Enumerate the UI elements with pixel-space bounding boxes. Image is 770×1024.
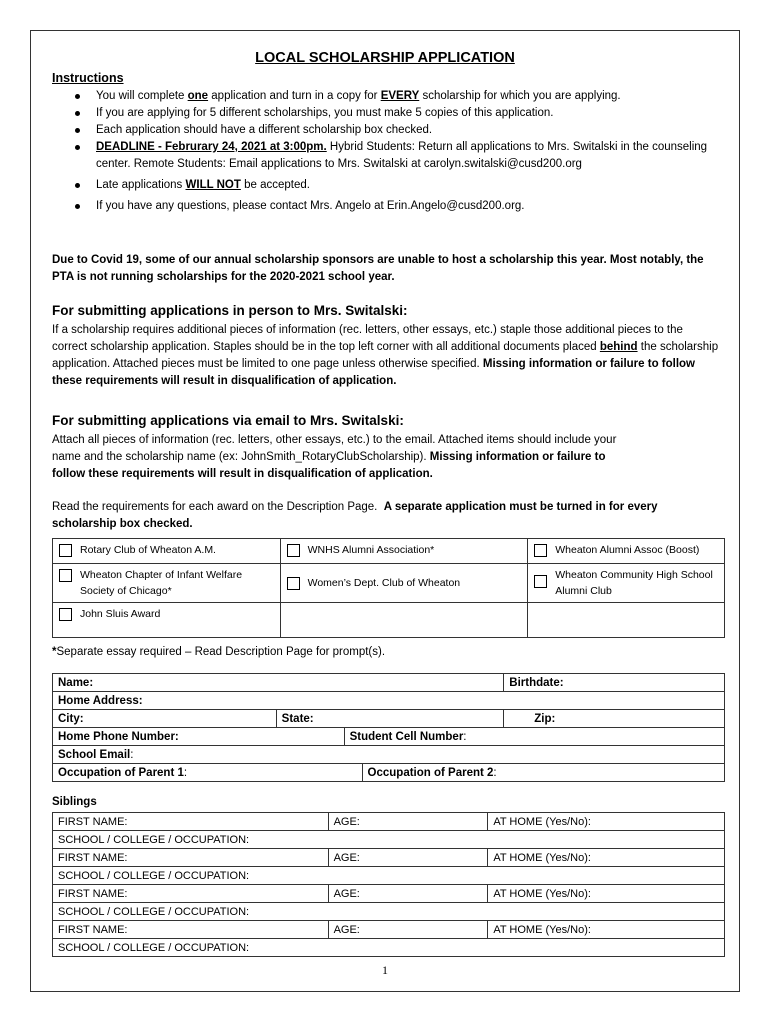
birthdate-field[interactable]: Birthdate: xyxy=(504,674,725,692)
sibling-age-field[interactable]: AGE: xyxy=(328,885,488,903)
scholarship-infant-welfare: Wheaton Chapter of Infant Welfare Society of Chicago* xyxy=(53,564,281,603)
in-person-text: If a scholarship requires additional pieces of information (rec. letters, other essays, etc.) staple those additional pieces to the correct scholarship application. Staples should be in the top left corner with all additional documents placed behind the scholarship application. Attached pieces must be limited to one page unless otherwise specified. Missing information or failure to follow these requirements will result in disqualification of application. xyxy=(52,324,719,387)
sibling-at-home-field[interactable]: AT HOME (Yes/No): xyxy=(488,921,725,939)
sibling-row xyxy=(53,939,725,957)
instruction-deadline: DEADLINE - Februrary 24, 2021 at 3:00pm. Hybrid Students: Return all applications to Mrs. Switalski in the counseling center. Remote Students: Email applications to Mrs. Switalski at carolyn.switalski@cusd200.org xyxy=(52,139,712,173)
siblings-table xyxy=(52,812,725,957)
sibling-school-field[interactable]: SCHOOL / COLLEGE / OCCUPATION: xyxy=(53,939,725,957)
sibling-row xyxy=(53,813,725,831)
instruction-box-checked: Each application should have a different scholarship box checked. xyxy=(52,122,712,139)
sibling-row xyxy=(53,849,725,867)
scholarship-wnhs: WNHS Alumni Association* xyxy=(280,539,528,564)
scholarship-rotary: Rotary Club of Wheaton A.M. xyxy=(53,539,281,564)
wheaton-alumni-checkbox[interactable] xyxy=(534,544,547,557)
page-title: LOCAL SCHOLARSHIP APPLICATION xyxy=(255,50,515,66)
state-field[interactable]: State: xyxy=(276,710,504,728)
scholarship-womens-dept: Women’s Dept. Club of Wheaton xyxy=(280,564,528,603)
sibling-at-home-field[interactable]: AT HOME (Yes/No): xyxy=(488,813,725,831)
in-person-heading: For submitting applications in person to Mrs. Switalski: xyxy=(52,303,408,318)
empty-cell xyxy=(280,603,528,638)
instructions-list xyxy=(52,88,712,215)
covid-note: Due to Covid 19, some of our annual scholarship sponsors are unable to host a scholarship this year. Most notably, the PTA is not running scholarships for the 2020-2021 school year. xyxy=(52,254,704,283)
parent1-occupation-field[interactable]: Occupation of Parent 1: xyxy=(53,764,363,782)
scholarship-wchs-alumni: Wheaton Community High School Alumni Club xyxy=(528,564,725,603)
sibling-age-field[interactable]: AGE: xyxy=(328,921,488,939)
infant-welfare-checkbox[interactable] xyxy=(59,569,72,582)
sibling-school-field[interactable]: SCHOOL / COLLEGE / OCCUPATION: xyxy=(53,867,725,885)
via-email-heading: For submitting applications via email to Mrs. Switalski: xyxy=(52,413,404,428)
zip-field[interactable]: Zip: xyxy=(504,710,725,728)
essay-note: *Separate essay required – Read Description Page for prompt(s). xyxy=(52,646,386,658)
student-info-table xyxy=(52,673,725,782)
sibling-school-field[interactable]: SCHOOL / COLLEGE / OCCUPATION: xyxy=(53,903,725,921)
rotary-checkbox[interactable] xyxy=(59,544,72,557)
instruction-questions: If you have any questions, please contact Mrs. Angelo at Erin.Angelo@cusd200.org. xyxy=(52,198,712,215)
home-phone-field[interactable]: Home Phone Number: xyxy=(53,728,345,746)
scholarship-checklist xyxy=(52,538,725,638)
sibling-age-field[interactable]: AGE: xyxy=(328,849,488,867)
instruction-one-application: You will complete one application and turn in a copy for EVERY scholarship for which you are applying. xyxy=(52,88,712,105)
sibling-first-name-field[interactable]: FIRST NAME: xyxy=(53,885,329,903)
page-number: 1 xyxy=(382,963,388,977)
sibling-at-home-field[interactable]: AT HOME (Yes/No): xyxy=(488,885,725,903)
cell-phone-field[interactable]: Student Cell Number: xyxy=(344,728,724,746)
john-sluis-checkbox[interactable] xyxy=(59,608,72,621)
wchs-alumni-checkbox[interactable] xyxy=(534,575,547,588)
parent2-occupation-field[interactable]: Occupation of Parent 2: xyxy=(362,764,724,782)
requirements-text: Read the requirements for each award on the Description Page. A separate application must be turned in for every scholarship box checked. xyxy=(52,501,658,530)
sibling-first-name-field[interactable]: FIRST NAME: xyxy=(53,813,329,831)
sibling-age-field[interactable]: AGE: xyxy=(328,813,488,831)
sibling-row xyxy=(53,867,725,885)
name-field[interactable]: Name: xyxy=(53,674,504,692)
instructions-heading: Instructions xyxy=(52,71,124,85)
sibling-row xyxy=(53,885,725,903)
sibling-at-home-field[interactable]: AT HOME (Yes/No): xyxy=(488,849,725,867)
siblings-heading: Siblings xyxy=(52,796,97,808)
wnhs-checkbox[interactable] xyxy=(287,544,300,557)
via-email-text: Attach all pieces of information (rec. letters, other essays, etc.) to the email. Attached items should include your name and the scholarship name (ex: JohnSmith_RotaryClubScholarship). Missing information or failure to follow these requirements will result in disqualification of application. xyxy=(52,434,617,480)
scholarship-wheaton-alumni: Wheaton Alumni Assoc (Boost) xyxy=(528,539,725,564)
city-field[interactable]: City: xyxy=(53,710,277,728)
empty-cell xyxy=(528,603,725,638)
sibling-row xyxy=(53,903,725,921)
sibling-school-field[interactable]: SCHOOL / COLLEGE / OCCUPATION: xyxy=(53,831,725,849)
sibling-first-name-field[interactable]: FIRST NAME: xyxy=(53,849,329,867)
school-email-field[interactable]: School Email: xyxy=(53,746,725,764)
instruction-copies: If you are applying for 5 different scholarships, you must make 5 copies of this application. xyxy=(52,105,712,122)
instruction-late: Late applications WILL NOT be accepted. xyxy=(52,177,712,194)
scholarship-john-sluis: John Sluis Award xyxy=(53,603,281,638)
sibling-row xyxy=(53,921,725,939)
sibling-row xyxy=(53,831,725,849)
home-address-field[interactable]: Home Address: xyxy=(53,692,725,710)
sibling-first-name-field[interactable]: FIRST NAME: xyxy=(53,921,329,939)
womens-dept-checkbox[interactable] xyxy=(287,577,300,590)
